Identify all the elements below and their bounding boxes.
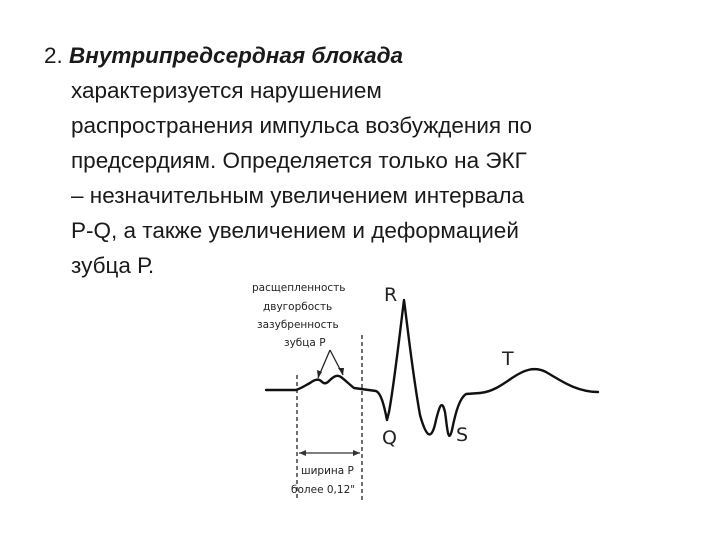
width-caption-line-1: ширина Р [301, 465, 354, 477]
wave-label-r: R [384, 284, 398, 306]
body-line: зубца Р. [71, 253, 155, 278]
annotation-line-2: двугорбость [263, 301, 333, 313]
body-line: P-Q, а также увеличением и деформацией [71, 218, 519, 243]
body-line: распространения импульса возбуждения по [71, 113, 533, 138]
wave-label-s: S [456, 424, 469, 446]
width-arrow-head-left [299, 450, 306, 456]
body-line: – незначительным увеличением интервала [71, 183, 525, 208]
item-number: 2. [44, 43, 63, 68]
body-line: характеризуется нарушением [71, 78, 382, 103]
width-arrow-head-right [353, 450, 360, 456]
arrow-head-right [338, 368, 344, 375]
width-caption-line-2: более 0,12" [291, 484, 356, 496]
slide-title: Внутрипредсердная блокада [69, 43, 404, 68]
wave-label-t: T [502, 348, 514, 370]
wave-label-q: Q [382, 427, 397, 449]
body-line: предсердиям. Определяется только на ЭКГ [71, 148, 527, 173]
annotation-line-1: расщепленность [252, 282, 346, 294]
annotation-line-4: зубца Р [284, 337, 326, 349]
annotation-line-3: зазубренность [257, 319, 339, 331]
